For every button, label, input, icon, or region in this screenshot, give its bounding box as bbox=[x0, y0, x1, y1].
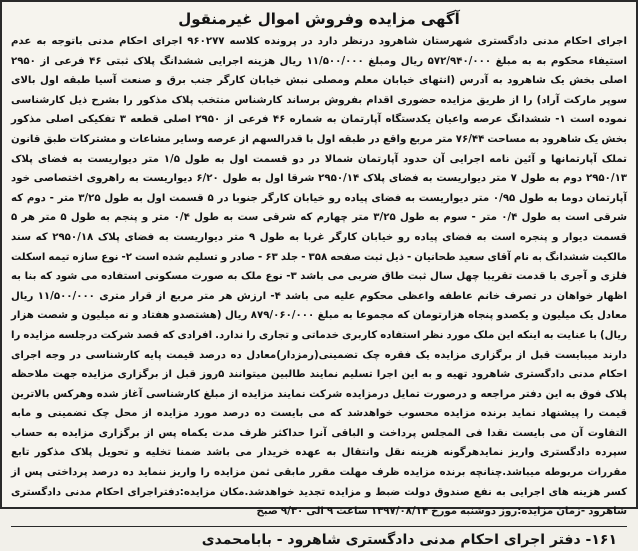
notice-title: آگهی مزایده وفروش اموال غیرمنقول bbox=[178, 10, 460, 28]
divider bbox=[11, 526, 627, 527]
notice-footer: ۱۶۱- دفتر اجرای احکام مدنی دادگستری شاهرود - بابامحمدی bbox=[201, 531, 617, 548]
notice-body: اجرای احکام مدنی دادگستری شهرستان شاهرود درنظر دارد در پرونده کلاسه ۹۶۰۲۷۷ اجرای احکام مدنی باتوجه به عدم استیفاء محکوم به به مبلغ ۵۷۲/۹۴۰/۰۰۰ ریال ومبلغ ۱۱/۵۰۰/۰۰۰ ریال هزینه اجرایی ششدانگ پلاک ثبتی ۴۶ فرعی از ۲۹۵۰ اصلی بخش یک شاهرود به آدرس (انتهای خیابان معلم ومصلی نبش خیابان کارگر جنب برق و صنعت آسیا طبقه اول بالای سوپر مارکت آراد) را از طریق مزایده حضوری اقدام بفروش برساند کارشناس منتخب پلاک مذکور را بشرح ذیل کارشناسی نموده است ۱- ششدانگ عرصه واعیان یکدستگاه آپارتمان به شماره ۴۶ فرعی از ۲۹۵۰ اصلی قطعه ۳ تفکیکی اصلی مذکور بخش یک شاهرود به مساحت ۷۶/۴۴ متر مربع واقع در طبقه اول با قدرالسهم از عرصه وسایر مشاعات و مشترکات طبق قانون تملک آپارتمانها و آئین نامه اجرایی آن حدود آپارتمان شمالا در دو قسمت اول به طول ۱/۵ متر دیواریست به فضای پلاک ۲۹۵۰/۱۳ دوم به طول ۷ متر دیواریست به فضای پلاک ۲۹۵۰/۱۴ شرقا اول به طول ۶/۲۰ دیواریست به راهروی اختصاصی خود آپارتمان دوما به طول ۰/۹۵ متر دیواریست به فضای پیاده رو خیابان کارگر جنوبا در ۵ قسمت اول به طول ۳/۲۵ متر - دوم که شرقی است به طول ۰/۴ متر - سوم به طول ۳/۲۵ متر چهارم که شرقی ست به طول ۰/۴ متر و پنجم به طول ۵ متر هر ۵ قسمت دیوار و پنجره است به فضای پیاده رو خیابان کارگر غربا به طول ۹ متر دیواریست به فضای پلاک ۲۹۵۰/۱۸ که سند مالکیت ششدانگ به نام آقای سعید طحانیان - ذیل ثبت صفحه ۳۵۸ - جلد ۶۳ - صادر و تسلیم شده است ۲- نوع سازه تیمه اسکلت فلزی و آجری با قدمت تقریبا چهل سال ثبت طاق ضربی می باشد ۳- نوع ملک به صورت مسکونی استفاده می شود که بنا به اظهار خواهان در تصرف خانم عاطفه واعظی محکوم علیه می باشد ۴- ارزش هر متر مربع از قرار متری ۱۱/۵۰۰/۰۰۰ ریال معادل یک میلیون و یکصدو پنجاه هزارتومان که مجموعا به مبلغ ۸۷۹/۰۶۰/۰۰۰ ریال (هشتصدو هفتاد و نه میلیون و شصت هزار ریال) با عنایت به اینکه این ملک مورد نظر استفاده کاربری خدماتی و تجاری را ندارد. افرادی که قصد شرکت درجلسه مزایده را دارند میبایست قبل از برگزاری مزایده یک فقره چک تضمینی(رمزدار)معادل ده درصد قیمت پایه کارشناسی در وجه اجرای احکام مدنی دادگستری شاهرود تهیه و به این اجرا تسلیم نمایند طالبین میتوانند ۵روز قبل از برگزاری مزایده جهت ملاحظه پلاک فوق به این دفتر مراجعه و درصورت تمایل درمزایده شرکت نمایند مزایده از مبلغ کارشناسی آغاز شده وهرکس بالاترین قیمت را پیشنهاد نماید برنده مزایده محسوب خواهدشد که می بایست ده درصد مورد مزایده از محل چک تضمینی و مابه التفاوت آن می بایست نقدا فی المجلس پرداخت و الباقی آنرا حداکثر ظرف مدت یکماه پس از برگزاری مزایده به حساب سپرده دادگستری واریز نمایدهرگونه هزینه نقل وانتقال به عهده خریدار می باشد ضمنا تخلیه و تحویل پلاک مذکور تابع مقررات مربوطه میباشد.چنانچه برنده مزایده ظرف مهلت مقرر مابقی ثمن مزایده را واریز ننماید ده درصد پرداختی پس از کسر هزینه های اجرایی به نفع صندوق دولت ضبط و مزایده تجدید خواهدشد.مکان مزایده:دفتراجرای احکام مدنی دادگستری شاهرود -زمان مزایده:روز دوشنبه مورخ ۱۳۹۷/۰۸/۱۴ ساعت ۹ الی ۹/۳۰ صبح bbox=[11, 36, 628, 518]
